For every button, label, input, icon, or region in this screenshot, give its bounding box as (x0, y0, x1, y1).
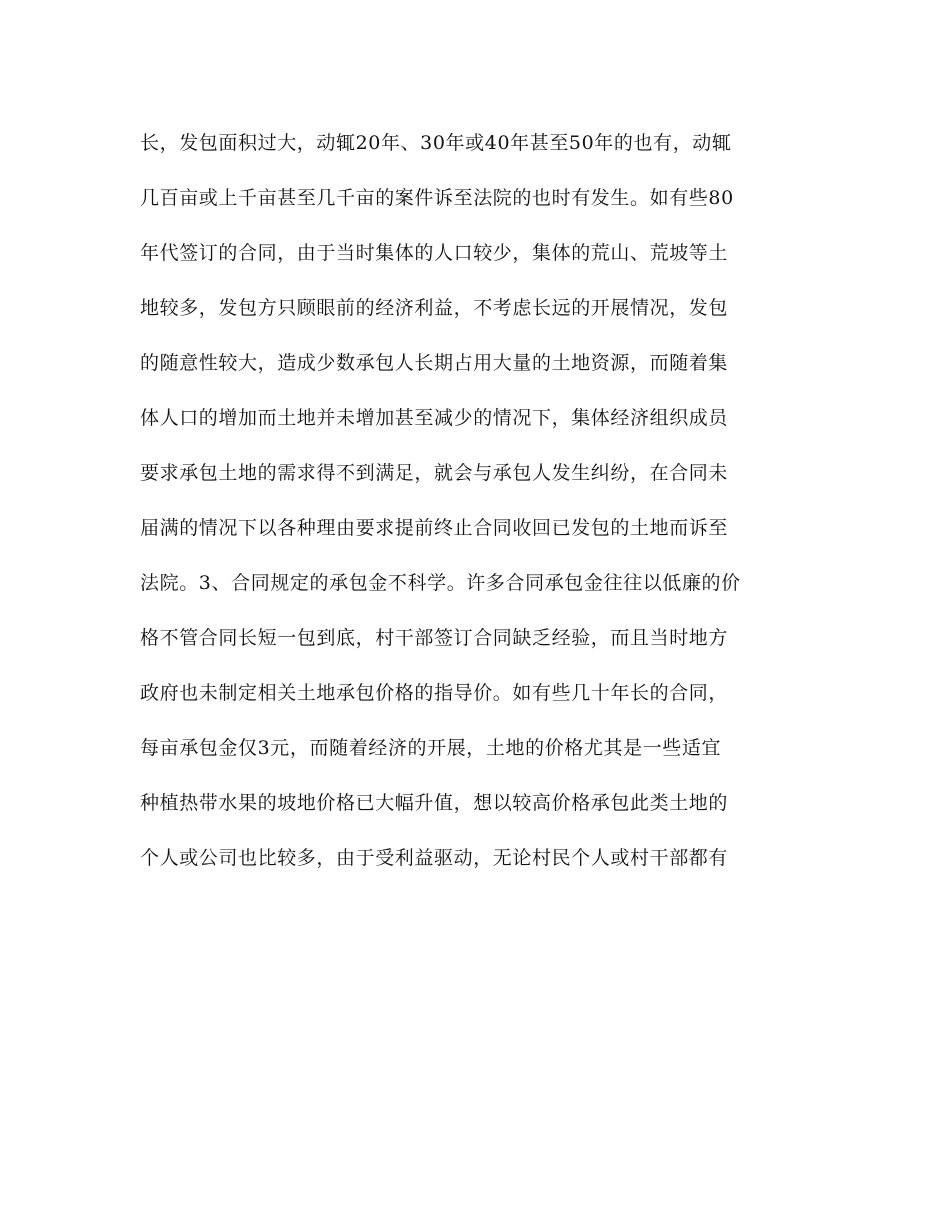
text-line: 个人或公司也比较多，由于受利益驱动，无论村民个人或村干部都有 (140, 847, 729, 869)
text-line: 要求承包土地的需求得不到满足，就会与承包人发生纠纷，在合同未 (140, 462, 729, 484)
text-line: 年代签订的合同，由于当时集体的人口较少，集体的荒山、荒坡等土 (140, 242, 729, 264)
text-line: 届满的情况下以各种理由要求提前终止合同收回已发包的土地而诉至 (140, 517, 729, 539)
text-line: 体人口的增加而土地并未增加甚至减少的情况下，集体经济组织成员 (140, 407, 729, 429)
body-text (140, 123, 820, 893)
text-line: 每亩承包金仅3元，而随着经济的开展，土地的价格尤其是一些适宜 (140, 737, 722, 759)
text-line: 种植热带水果的坡地价格已大幅升值，想以较高价格承包此类土地的 (140, 792, 729, 814)
text-line: 法院。3、合同规定的承包金不科学。许多合同承包金往往以低廉的价 (140, 572, 741, 594)
text-line: 政府也未制定相关土地承包价格的指导价。如有些几十年长的合同， (140, 682, 729, 704)
text-line: 长，发包面积过大，动辄20年、30年或40年甚至50年的也有，动辄 (140, 132, 732, 154)
text-line: 的随意性较大，造成少数承包人长期占用大量的土地资源，而随着集 (140, 352, 729, 374)
text-line: 格不管合同长短一包到底，村干部签订合同缺乏经验，而且当时地方 (140, 627, 729, 649)
text-line: 地较多，发包方只顾眼前的经济利益，不考虑长远的开展情况，发包 (140, 297, 729, 319)
text-line: 几百亩或上千亩甚至几千亩的案件诉至法院的也时有发生。如有些80 (140, 187, 734, 209)
